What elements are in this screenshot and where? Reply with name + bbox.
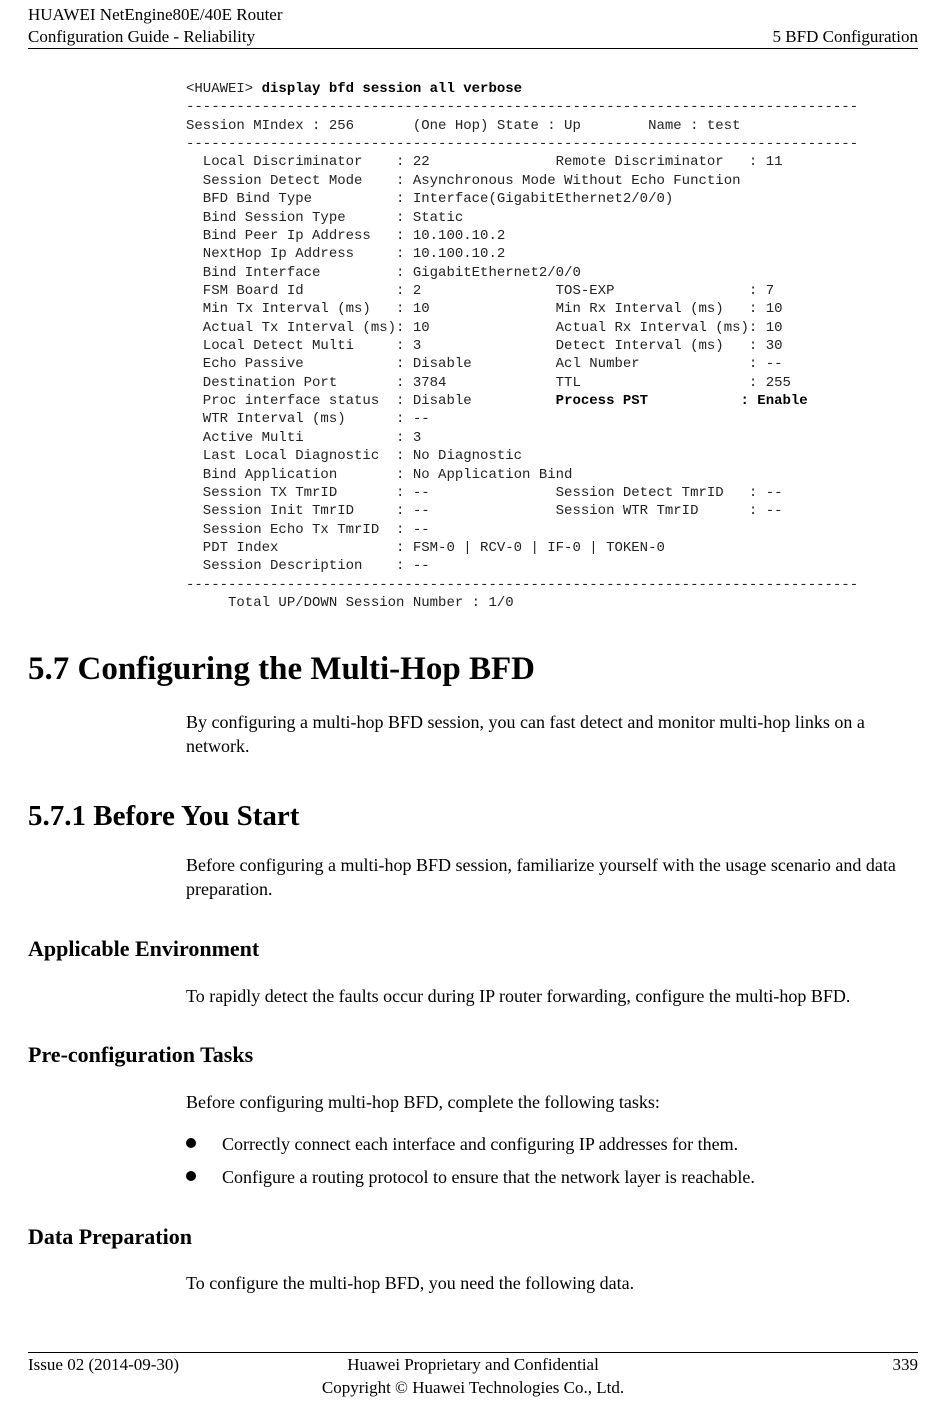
cli-line: Active Multi : 3 [186, 429, 422, 446]
preconfig-heading: Pre-configuration Tasks [28, 1042, 254, 1067]
cli-command-line [186, 80, 858, 98]
cli-command: display bfd session all verbose [253, 81, 523, 97]
footer-issue: Issue 02 (2014-09-30) [28, 1355, 180, 1374]
cli-line: Bind Application : No Application Bind [186, 466, 573, 483]
footer-page-number: 339 [892, 1355, 918, 1374]
cli-proc-status: Proc interface status : Disable [186, 393, 556, 410]
cli-line: Destination Port : 3784 TTL : 255 [186, 374, 791, 391]
bullet-icon [186, 1171, 196, 1181]
cli-prompt: <HUAWEI> [186, 81, 254, 97]
cli-line: Last Local Diagnostic : No Diagnostic [186, 448, 523, 465]
cli-line: -------------------------------------------------------------------------------- [186, 99, 859, 116]
cli-line: Bind Interface : GigabitEthernet2/0/0 [186, 264, 581, 281]
cli-line: Session Detect Mode : Asynchronous Mode Without Echo Function [186, 172, 741, 189]
list-item [186, 1133, 738, 1155]
cli-line: NextHop Ip Address : 10.100.10.2 [186, 246, 506, 263]
list-item-text: Configure a routing protocol to ensure that the network layer is reachable. [222, 1167, 755, 1187]
subsection-title: 5.7.1 Before You Start [28, 800, 300, 832]
cli-line: Session Description : -- [186, 558, 430, 575]
cli-proc-line [186, 392, 858, 410]
cli-line: PDT Index : FSM-0 | RCV-0 | IF-0 | TOKEN-0 [186, 539, 665, 556]
cli-line: -------------------------------------------------------------------------------- [186, 136, 859, 153]
cli-line: Actual Tx Interval (ms): 10 Actual Rx Interval (ms): 10 [186, 319, 783, 336]
header-chapter: 5 BFD Configuration [772, 27, 918, 46]
list-item-text: Correctly connect each interface and configuring IP addresses for them. [222, 1134, 739, 1154]
cli-line: Bind Peer Ip Address : 10.100.10.2 [186, 227, 506, 244]
cli-line: Local Detect Multi : 3 Detect Interval (ms) : 30 [186, 338, 783, 355]
section-title: 5.7 Configuring the Multi-Hop BFD [28, 651, 535, 687]
cli-line: Session Init TmrID : -- Session WTR TmrID : -- [186, 503, 783, 520]
cli-line: Session TX TmrID : -- Session Detect TmrID : -- [186, 484, 783, 501]
cli-line: Echo Passive : Disable Acl Number : -- [186, 356, 783, 373]
applicable-environment-heading: Applicable Environment [28, 936, 260, 961]
cli-line: WTR Interval (ms) : -- [186, 411, 430, 428]
cli-line: Min Tx Interval (ms) : 10 Min Rx Interval (ms) : 10 [186, 301, 783, 318]
cli-output-block [186, 80, 858, 612]
cli-line: Total UP/DOWN Session Number : 1/0 [186, 595, 514, 612]
cli-line: -------------------------------------------------------------------------------- [186, 576, 859, 593]
cli-line: Session MIndex : 256 (One Hop) State : Up Name : test [186, 117, 741, 134]
cli-line: Local Discriminator : 22 Remote Discriminator : 11 [186, 154, 783, 171]
applicable-environment-text: To rapidly detect the faults occur during IP router forwarding, configure the multi-hop BFD. [186, 986, 851, 1006]
footer-copyright: Copyright © Huawei Technologies Co., Ltd. [321, 1378, 625, 1397]
list-item [186, 1166, 755, 1188]
footer-proprietary: Huawei Proprietary and Confidential [347, 1355, 599, 1374]
header-guide: Configuration Guide - Reliability [28, 27, 256, 46]
cli-process-pst: Process PST : Enable [555, 393, 808, 410]
cli-line: BFD Bind Type : Interface(GigabitEthernet2/0/0) [186, 191, 674, 208]
data-preparation-heading: Data Preparation [28, 1224, 192, 1249]
subsection-intro: Before configuring a multi-hop BFD session, familiarize yourself with the usage scenario and data preparation. [186, 855, 896, 899]
bullet-icon [186, 1138, 196, 1148]
data-preparation-text: To configure the multi-hop BFD, you need the following data. [186, 1273, 635, 1293]
section-intro: By configuring a multi-hop BFD session, you can fast detect and monitor multi-hop links on a network. [186, 712, 865, 756]
preconfig-text: Before configuring multi-hop BFD, complete the following tasks: [186, 1092, 660, 1112]
header-product: HUAWEI NetEngine80E/40E Router [28, 5, 283, 24]
cli-line: Session Echo Tx TmrID : -- [186, 521, 430, 538]
header-rule [28, 48, 918, 49]
footer-rule [28, 1352, 918, 1353]
cli-line: Bind Session Type : Static [186, 209, 464, 226]
cli-line: FSM Board Id : 2 TOS-EXP : 7 [186, 282, 775, 299]
